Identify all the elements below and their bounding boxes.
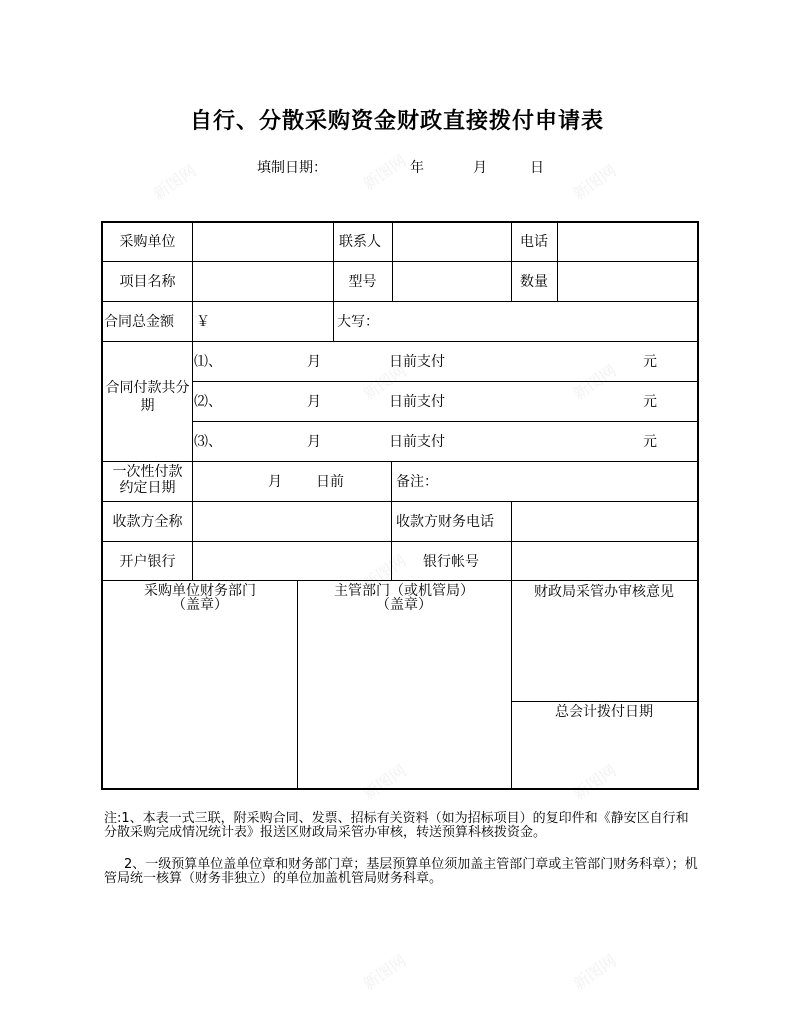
installment-3-no: ⑶、 bbox=[194, 434, 222, 450]
bureau-opinion-label: 财政局采管办审核意见 bbox=[534, 584, 674, 600]
watermark: 新图网 bbox=[569, 950, 620, 994]
quantity-label: 数量 bbox=[520, 274, 548, 290]
payee-finance-phone-label: 收款方财务电话 bbox=[396, 514, 494, 530]
installment-3-month: 月 bbox=[307, 434, 321, 450]
lump-sum-date-label: 一次性付款 约定日期 bbox=[112, 464, 183, 496]
note-2: 2、一级预算单位盖单位章和财务部门章；基层预算单位须加盖主管部门章或主管部门财务科章）；机管局统一核算（财务非独立）的单位加盖机管局财务科章。 bbox=[104, 857, 698, 886]
watermark: 新图网 bbox=[359, 550, 410, 594]
installment-2-no: ⑵、 bbox=[194, 394, 222, 410]
installment-2-month: 月 bbox=[307, 394, 321, 410]
treasury-date-label: 总会计拨付日期 bbox=[555, 704, 653, 720]
watermark: 新图网 bbox=[359, 950, 410, 994]
application-form-table bbox=[101, 221, 699, 790]
installment-1-due: 日前支付 bbox=[389, 354, 445, 370]
installment-1-month: 月 bbox=[307, 354, 321, 370]
fill-date-label: 填制日期： bbox=[257, 160, 327, 176]
finance-dept-seal-label: 采购单位财务部门 （盖章） bbox=[144, 583, 256, 613]
phone-label: 电话 bbox=[520, 234, 548, 250]
bank-label: 开户银行 bbox=[119, 554, 176, 570]
installment-1-no: ⑴、 bbox=[194, 354, 222, 370]
currency-symbol: ￥ bbox=[196, 314, 210, 330]
contact-label: 联系人 bbox=[339, 234, 381, 250]
watermark: 新图网 bbox=[359, 760, 410, 804]
note-1: 注:1、本表一式三联，附采购合同、发票、招标有关资料（如为招标项目）的复印件和《静安区自行和分散采购完成情况统计表》报送区财政局采管办审核，转送预算科核拨资金。 bbox=[104, 811, 689, 840]
model-label: 型号 bbox=[348, 274, 377, 290]
contract-total-label: 合同总金额 bbox=[104, 314, 174, 330]
remark-label: 备注： bbox=[396, 474, 438, 490]
purchaser-label: 采购单位 bbox=[119, 234, 176, 250]
amount-in-words-label: 大写： bbox=[337, 314, 379, 330]
installment-2-due: 日前支付 bbox=[389, 394, 445, 410]
project-name-label: 项目名称 bbox=[119, 274, 176, 290]
watermark: 新图网 bbox=[359, 360, 410, 404]
installment-3-unit: 元 bbox=[643, 434, 657, 450]
fill-date-day: 日 bbox=[530, 160, 544, 176]
payee-name-label: 收款方全称 bbox=[112, 514, 183, 530]
fill-date-line bbox=[0, 157, 794, 179]
watermark: 新图网 bbox=[569, 360, 620, 404]
watermark: 新图网 bbox=[569, 760, 620, 804]
fill-date-year: 年 bbox=[410, 160, 424, 176]
lump-sum-due: 日前 bbox=[316, 474, 344, 490]
lump-sum-month: 月 bbox=[268, 474, 282, 490]
watermark: 新图网 bbox=[359, 150, 410, 194]
installment-3-due: 日前支付 bbox=[389, 434, 445, 450]
account-label: 银行帐号 bbox=[423, 554, 479, 570]
installment-label: 合同付款共分 期 bbox=[105, 380, 190, 414]
watermark: 新图网 bbox=[569, 160, 620, 204]
fill-date-month: 月 bbox=[473, 160, 487, 176]
page-title: 自行、分散采购资金财政直接拨付申请表 bbox=[189, 109, 604, 134]
notes bbox=[104, 812, 700, 904]
installment-2-unit: 元 bbox=[643, 394, 657, 410]
supervisor-seal-label: 主管部门（或机管局） （盖章） bbox=[334, 583, 474, 613]
watermark: 新图网 bbox=[149, 160, 200, 204]
installment-1-unit: 元 bbox=[643, 354, 657, 370]
